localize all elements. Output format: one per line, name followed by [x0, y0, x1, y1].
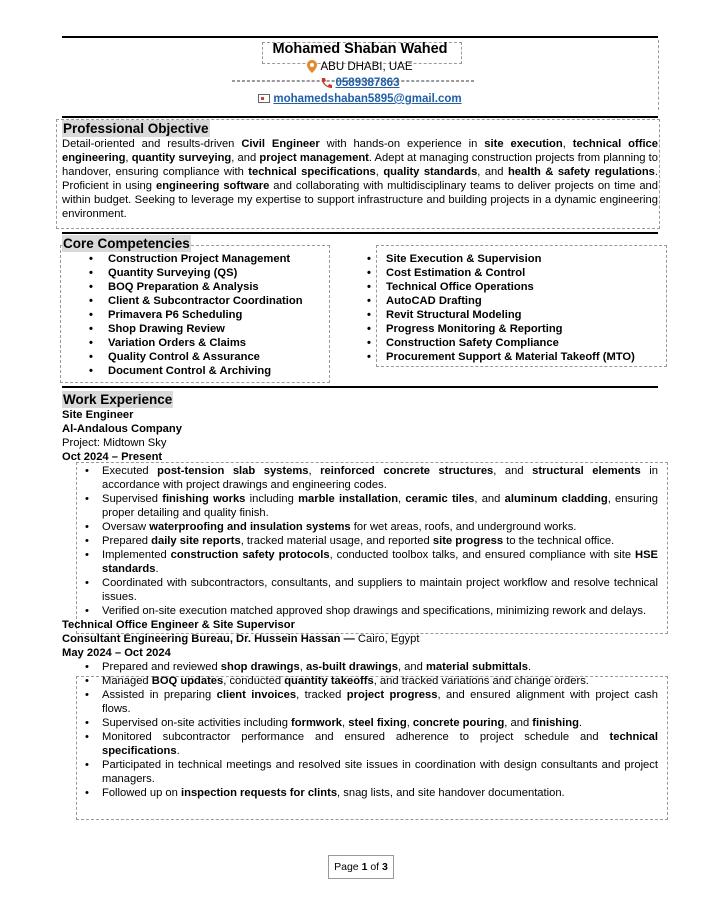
text-run: , and tracked variations and change orders.: [373, 675, 589, 687]
job-bullet: [62, 548, 658, 576]
text-run: .: [155, 563, 159, 575]
job-bullet: [62, 688, 658, 716]
objective-section: [62, 120, 658, 221]
text-run: , tracked: [296, 689, 347, 701]
bold-text-run: quantity surveying: [131, 152, 232, 164]
competency-item: • Cost Estimation & Control: [62, 266, 658, 280]
text-run: and collaborating with multidisciplinary teams to deliver projects on time and within budget. Seeking to leverage my expertise to support infrastructure and building projects in a dynamic engineering environment.: [62, 180, 658, 220]
job-bullet: [62, 604, 658, 618]
text-run: , ensuring proper detailing and quality finish.: [102, 493, 658, 519]
competency-item: • Procurement Support & Material Takeoff (MTO): [62, 350, 658, 364]
header-rule: [62, 36, 658, 38]
text-run: Followed up on: [102, 787, 181, 799]
page-number: [328, 855, 394, 879]
bold-text-run: waterproofing and insulation systems: [149, 521, 351, 533]
phone-icon: [321, 77, 333, 88]
text-run: to the technical office.: [503, 535, 615, 547]
competency-item: • BOQ Preparation & Analysis: [62, 280, 362, 294]
job-bullet: [62, 730, 658, 758]
bold-text-run: project management: [259, 152, 369, 164]
text-run: in accordance with project drawings and engineering codes.: [102, 465, 658, 491]
job-dates: Oct 2024 – Present: [62, 451, 163, 463]
bold-text-run: client invoices: [216, 689, 297, 701]
competency-item: • Quantity Surveying (QS): [62, 266, 362, 280]
bold-text-run: formwork: [291, 717, 343, 729]
text-run: Executed: [102, 465, 158, 477]
bold-text-run: material submittals: [425, 661, 528, 673]
text-run: .: [176, 745, 180, 757]
location: [62, 59, 658, 75]
text-run: . Adept at managing construction projects from planning to handover, ensuring compliance with: [62, 152, 659, 178]
bold-text-run: Civil Engineer: [241, 138, 320, 150]
job-bullet: [62, 716, 658, 730]
text-run: , and: [397, 661, 426, 673]
page-of: of: [367, 861, 383, 873]
job-dates: May 2024 – Oct 2024: [62, 647, 171, 659]
project-name: Project: Midtown Sky: [62, 437, 167, 449]
text-run: , and: [477, 166, 508, 178]
text-run: with hands-on experience in: [319, 138, 485, 150]
competency-item: • Site Execution & Supervision: [62, 252, 658, 266]
company-text: Consultant Engineering Bureau, Dr. Hussein Hassan —: [62, 633, 355, 645]
bold-text-run: finishing: [532, 717, 579, 729]
competency-item: • Progress Monitoring & Reporting: [62, 322, 658, 336]
text-run: , conducted toolbox talks, and ensured compliance with site: [329, 549, 635, 561]
candidate-name: Mohamed Shaban Wahed: [272, 41, 448, 57]
company-text: Al-Andalous Company: [62, 423, 182, 435]
text-run: Implemented: [102, 549, 171, 561]
competency-item: • AutoCAD Drafting: [62, 294, 658, 308]
section-heading: Professional Objective: [63, 121, 209, 136]
text-run: , and: [493, 465, 533, 477]
bold-text-run: ceramic tiles: [405, 493, 475, 505]
bold-text-run: aluminum cladding: [504, 493, 608, 505]
email-link[interactable]: mohamedshaban5895@gmail.com: [273, 93, 462, 105]
location-text: ABU DHABI, UAE: [320, 61, 413, 73]
text-run: ,: [406, 717, 413, 729]
text-run: ,: [342, 717, 349, 729]
bold-text-run: BOQ updates: [151, 675, 224, 687]
job-bullets: [62, 464, 658, 618]
competency-item: • Revit Structural Modeling: [62, 308, 658, 322]
competency-item: • Technical Office Operations: [62, 280, 658, 294]
competency-item: • Variation Orders & Claims: [62, 336, 362, 350]
total-pages: 3: [382, 861, 388, 873]
job-title: Technical Office Engineer & Site Supervisor: [62, 619, 295, 631]
text-run: , snag lists, and site handover documentation.: [337, 787, 565, 799]
job-entry: [62, 408, 658, 618]
text-run: Prepared and reviewed: [102, 661, 221, 673]
section-rule: [62, 386, 658, 388]
text-run: Verified on-site execution matched approved shop drawings and specifications, minimizing rework and delays.: [102, 605, 647, 617]
phone-link[interactable]: 0589387863: [335, 77, 400, 89]
bold-text-run: site execution: [484, 138, 563, 150]
competency-item: • Client & Subcontractor Coordination: [62, 294, 362, 308]
company-name: [62, 632, 658, 646]
text-run: .: [527, 661, 532, 673]
company-name: [62, 422, 658, 436]
text-run: , and ensured alignment with project cash flows.: [102, 689, 658, 715]
bold-text-run: daily site reports: [151, 535, 241, 547]
text-run: Monitored subcontractor performance and ensured adherence to project schedule and: [102, 731, 610, 743]
section-rule: [62, 232, 658, 234]
text-run: Managed: [102, 675, 152, 687]
text-run: ,: [398, 493, 406, 505]
current-page: 1: [361, 861, 368, 873]
job-bullet: [62, 758, 658, 786]
bold-text-run: engineering software: [155, 180, 270, 192]
text-run: .: [578, 717, 583, 729]
bold-text-run: structural elements: [532, 465, 641, 477]
text-run: , and: [231, 152, 260, 164]
bold-text-run: health & safety regulations: [507, 166, 655, 178]
bold-text-run: reinforced concrete structures: [320, 465, 494, 477]
bold-text-run: quantity takeoffs: [284, 675, 374, 687]
email-icon: [258, 94, 270, 103]
text-run: , and: [504, 717, 533, 729]
text-run: , conducted: [223, 675, 285, 687]
job-bullet: [62, 464, 658, 492]
email: [62, 91, 658, 107]
bold-text-run: shop drawings: [220, 661, 300, 673]
bold-text-run: steel fixing: [348, 717, 407, 729]
text-run: Assisted in preparing: [102, 689, 217, 701]
competencies-section: [62, 235, 658, 378]
bold-text-run: finishing works: [162, 493, 246, 505]
job-title: Site Engineer: [62, 409, 134, 421]
text-run: ,: [562, 138, 573, 150]
section-heading: Work Experience: [63, 392, 173, 407]
bold-text-run: construction safety protocols: [170, 549, 330, 561]
job-bullets: [62, 660, 658, 800]
bold-text-run: concrete pouring: [412, 717, 505, 729]
bold-text-run: project progress: [346, 689, 438, 701]
text-run: Participated in technical meetings and resolved site issues in coordination with design consultants and project managers.: [102, 759, 658, 785]
bold-text-run: quality standards: [383, 166, 478, 178]
job-entry: [62, 618, 658, 800]
bold-text-run: post-tension slab systems: [157, 465, 309, 477]
text-run: Detail-oriented and results-driven: [62, 138, 242, 150]
text-run: for wet areas, roofs, and underground works.: [350, 521, 577, 533]
job-bullet: [62, 660, 658, 674]
bold-text-run: as-built drawings: [305, 661, 398, 673]
competencies-right: [62, 252, 658, 364]
bold-text-run: technical specifications: [248, 166, 376, 178]
section-rule: [62, 116, 658, 118]
phone: [62, 75, 658, 91]
text-run: ,: [299, 661, 306, 673]
competency-item: • Document Control & Archiving: [62, 364, 362, 378]
text-run: ,: [375, 166, 384, 178]
text-run: Supervised on-site activities including: [102, 717, 292, 729]
text-run: Oversaw: [102, 521, 150, 533]
resume-header: [62, 40, 658, 107]
bold-text-run: site progress: [432, 535, 504, 547]
objective-text: [62, 137, 658, 221]
bold-text-run: technical specifications: [102, 731, 658, 757]
text-run: Supervised: [102, 493, 163, 505]
company-location: Cairo, Egypt: [354, 633, 420, 645]
page-label: Page: [334, 861, 362, 873]
bold-text-run: marble installation: [298, 493, 399, 505]
text-run: Prepared: [102, 535, 152, 547]
competency-item: • Construction Safety Compliance: [62, 336, 658, 350]
competency-item: • Construction Project Management: [62, 252, 362, 266]
text-run: including: [245, 493, 299, 505]
job-bullet: [62, 534, 658, 548]
text-run: . Proficient in using: [62, 166, 658, 192]
competency-item: • Shop Drawing Review: [62, 322, 362, 336]
text-run: ,: [308, 465, 321, 477]
text-run: , and: [474, 493, 505, 505]
job-bullet: [62, 786, 658, 800]
bold-text-run: HSE standards: [102, 549, 659, 575]
job-bullet: [62, 576, 658, 604]
job-bullet: [62, 520, 658, 534]
competency-item: • Quality Control & Assurance: [62, 350, 362, 364]
section-heading: Core Competencies: [63, 236, 190, 251]
text-run: Coordinated with subcontractors, consultants, and suppliers to maintain project workflow and resolve technical issues.: [102, 577, 658, 603]
text-run: , tracked material usage, and reported: [240, 535, 433, 547]
competency-item: • Primavera P6 Scheduling: [62, 308, 362, 322]
bold-text-run: inspection requests for clints: [181, 787, 338, 799]
map-pin-icon: [307, 60, 317, 73]
bold-text-run: technical office engineering: [62, 138, 658, 164]
job-bullet: [62, 492, 658, 520]
job-bullet: [62, 674, 658, 688]
text-run: ,: [125, 152, 132, 164]
experience-section: [62, 391, 658, 800]
